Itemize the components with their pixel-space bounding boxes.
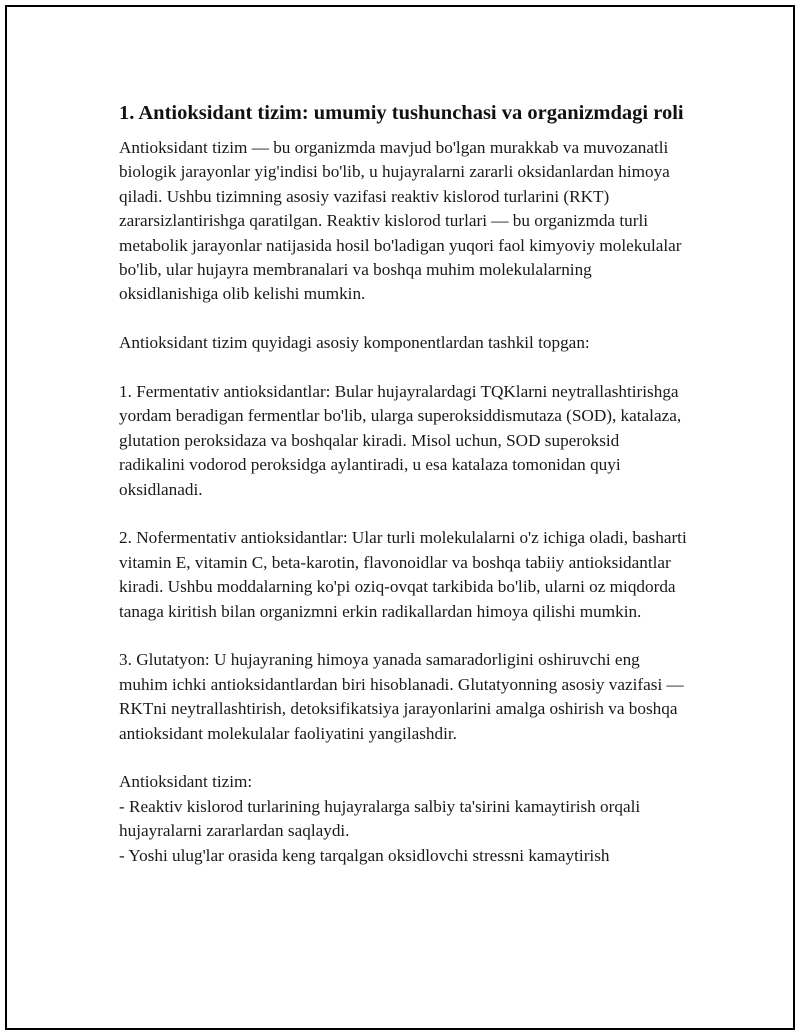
glutathione-paragraph: 3. Glutatyon: U hujayraning himoya yanada samaradorligini oshiruvchi eng muhim ichki antioksidantlardan biri hisoblanadi. Glutatyonning asosiy vazifasi — RKTni neytrallashtirish, detoksifikatsiya jarayonlarini amalga oshirish va boshqa antioksidant molekulalar faoliyatini yangilashdir. (119, 650, 684, 743)
components-intro-paragraph: Antioksidant tizim quyidagi asosiy komponentlardan tashkil topgan: (119, 333, 590, 353)
system-summary-list: Antioksidant tizim: - Reaktiv kislorod turlarining hujayralarga salbiy ta'sirini kamaytirish orqali hujayralarni zararlardan saqlaydi. - Yoshi ulug'lar orasida keng tarqalgan oksidlovchi stressni kamaytirish (119, 772, 641, 865)
section-heading: 1. Antioksidant tizim: umumiy tushunchasi va organizmdagi roli (119, 102, 684, 124)
non-enzymatic-antioxidants-paragraph: 2. Nofermentativ antioksidantlar: Ular turli molekulalarni o'z ichiga oladi, basharti vitamin E, vitamin C, beta-karotin, flavonoidlar va boshqa tabiiy antioksidantlar kiradi. Ushbu moddalarning ko'pi oziq-ovqat tarkibida bo'lib, ularni oz miqdorda tanaga kiritish bilan organizmni erkin radikallardan himoya qilishi mumkin. (119, 528, 687, 621)
document-body (119, 100, 689, 868)
intro-paragraph: Antioksidant tizim — bu organizmda mavjud bo'lgan murakkab va muvozanatli biologik jarayonlar yig'indisi bo'lib, u hujayralarni zararli oksidanlardan himoya qiladi. Ushbu tizimning asosiy vazifasi reaktiv kislorod turlarini (RKT) zararsizlantirishga qaratilgan. Reaktiv kislorod turlari — bu organizmda turli metabolik jarayonlar natijasida hosil bo'ladigan yuqori faol kimyoviy molekulalar bo'lib, ular hujayra membranalari va boshqa muhim molekulalarning oksidlanishiga olib kelishi mumkin. (119, 138, 682, 304)
page-frame (5, 5, 795, 1030)
enzymatic-antioxidants-paragraph: 1. Fermentativ antioksidantlar: Bular hujayralardagi TQKlarni neytrallashtirishga yordam beradigan fermentlar bo'lib, ularga superoksiddismutaza (SOD), katalaza, glutation peroksidaza va boshqalar kiradi. Misol uchun, SOD superoksid radikalini vodorod peroksidga aylantiradi, u esa katalaza tomonidan quyi oksidlanadi. (119, 382, 682, 499)
